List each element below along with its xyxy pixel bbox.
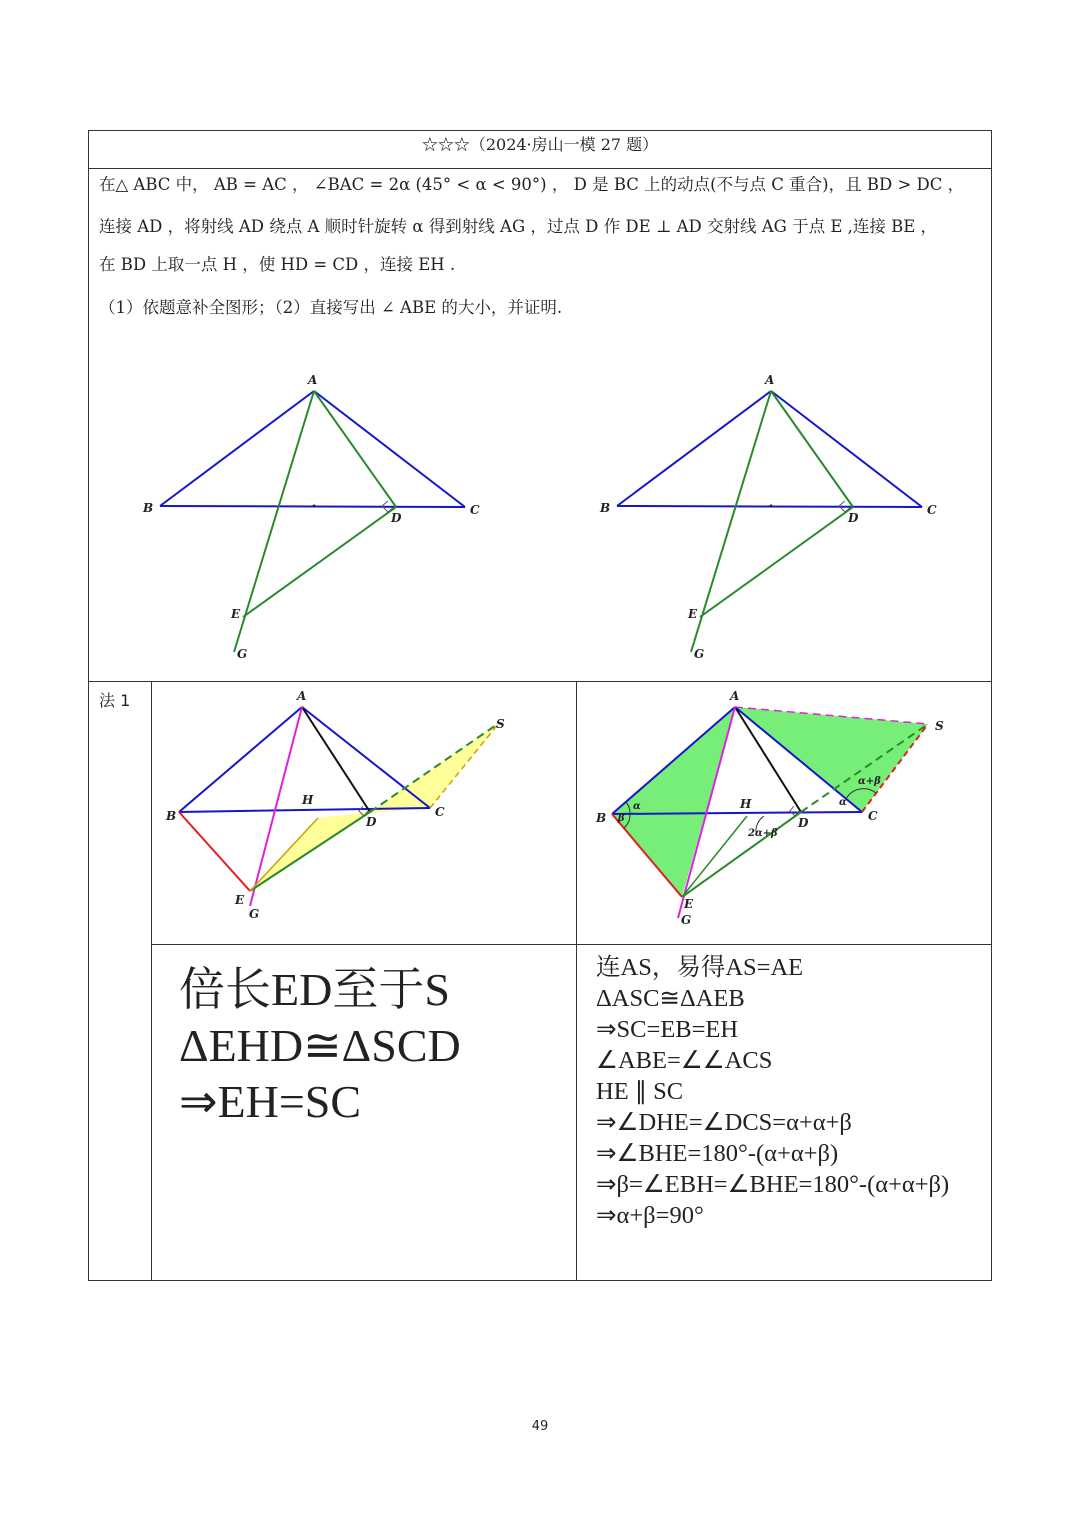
label-d: D (391, 511, 402, 525)
right-note-1: 连AS，易得AS=AE (596, 954, 804, 981)
segment-de (243, 507, 396, 617)
segment-bc (160, 506, 465, 507)
m2-label-alpha-b: α (633, 801, 641, 812)
figure-2 (586, 366, 946, 666)
left-note-2: ΔEHD≅ΔSCD (179, 1020, 461, 1071)
label-e-2: E (688, 607, 698, 621)
m1-label-e: E (235, 893, 245, 907)
right-note-8: ⇒β=∠EBH=∠BHE=180°-(α+α+β) (596, 1171, 950, 1198)
method-label: 法 1 (99, 691, 131, 710)
problem-title: ☆☆☆（2024·房山一模 27 题） (89, 131, 991, 169)
segment-ab (160, 391, 314, 506)
label-e: E (231, 607, 241, 621)
m1-label-c: C (435, 805, 445, 819)
m2-label-2alpha-beta: 2α+β (748, 828, 778, 839)
right-note-3: ⇒SC=EB=EH (596, 1016, 739, 1043)
m2-label-g: G (681, 913, 692, 927)
right-notes (596, 952, 949, 1231)
ray-ag (234, 391, 314, 652)
m1-label-a: A (297, 689, 307, 703)
m2-label-s: S (935, 719, 944, 733)
label-c-2: C (927, 503, 937, 517)
right-note-5: HE ∥ SC (596, 1078, 684, 1105)
m2-label-h: H (740, 797, 752, 811)
m1-label-b: B (166, 809, 177, 823)
label-a-2: A (765, 373, 775, 387)
segment-ad (314, 391, 396, 507)
figure-1 (129, 366, 489, 666)
m2-label-e: E (684, 897, 694, 911)
right-note-7: ⇒∠BHE=180°-(α+α+β) (596, 1140, 839, 1167)
right-note-4: ∠ABE=∠∠ACS (596, 1047, 773, 1074)
m2-label-alpha-c: α (839, 797, 847, 808)
m2-label-b: B (596, 811, 607, 825)
problem-line-2: 连接 AD ，将射线 AD 绕点 A 顺时针旋转 α 得到射线 AG ，过点 D 作 DE ⊥ AD 交射线 AG 于点 E ,连接 BE ， (99, 217, 938, 236)
problem-line-4: （1）依题意补全图形；（2）直接写出 ∠ ABE 的大小，并证明. (99, 298, 563, 317)
m2-label-a: A (730, 689, 740, 703)
label-a: A (308, 373, 318, 387)
right-note-9: ⇒α+β=90° (596, 1202, 704, 1229)
m1-label-s: S (496, 717, 505, 731)
label-b: B (143, 501, 154, 515)
m2-label-c: C (868, 809, 878, 823)
method-section (89, 681, 991, 1281)
left-note-1: 倍长ED至于S (179, 964, 450, 1015)
label-d-2: D (848, 511, 859, 525)
label-b-2: B (600, 501, 611, 515)
label-g-2: G (694, 647, 705, 661)
problem-line-3: 在 BD 上取一点 H ，使 HD = CD ，连接 EH . (99, 255, 456, 274)
right-note-2: ΔASC≅ΔAEB (596, 985, 745, 1012)
method-figure-2 (584, 686, 984, 941)
problem-table (88, 130, 992, 1281)
label-g: G (237, 647, 248, 661)
page-number: 49 (531, 1419, 549, 1434)
m1-label-d: D (366, 815, 377, 829)
m2-label-beta: β (618, 813, 625, 824)
m2-label-d: D (798, 816, 809, 830)
left-notes (179, 962, 461, 1130)
segment-ac (314, 391, 465, 507)
left-note-3: ⇒EH=SC (179, 1076, 362, 1127)
right-note-6: ⇒∠DHE=∠DCS=α+α+β (596, 1109, 852, 1136)
m1-label-h: H (302, 793, 314, 807)
m2-label-alpha-beta: α+β (858, 776, 881, 787)
label-c: C (470, 503, 480, 517)
m1-label-g: G (249, 907, 260, 921)
method-figure-1 (159, 686, 574, 941)
problem-line-1: 在△ ABC 中， AB = AC ， ∠BAC = 2α (45° < α < 90°) ， D 是 BC 上的动点(不与点 C 重合)，且 BD > DC ， (99, 175, 965, 194)
